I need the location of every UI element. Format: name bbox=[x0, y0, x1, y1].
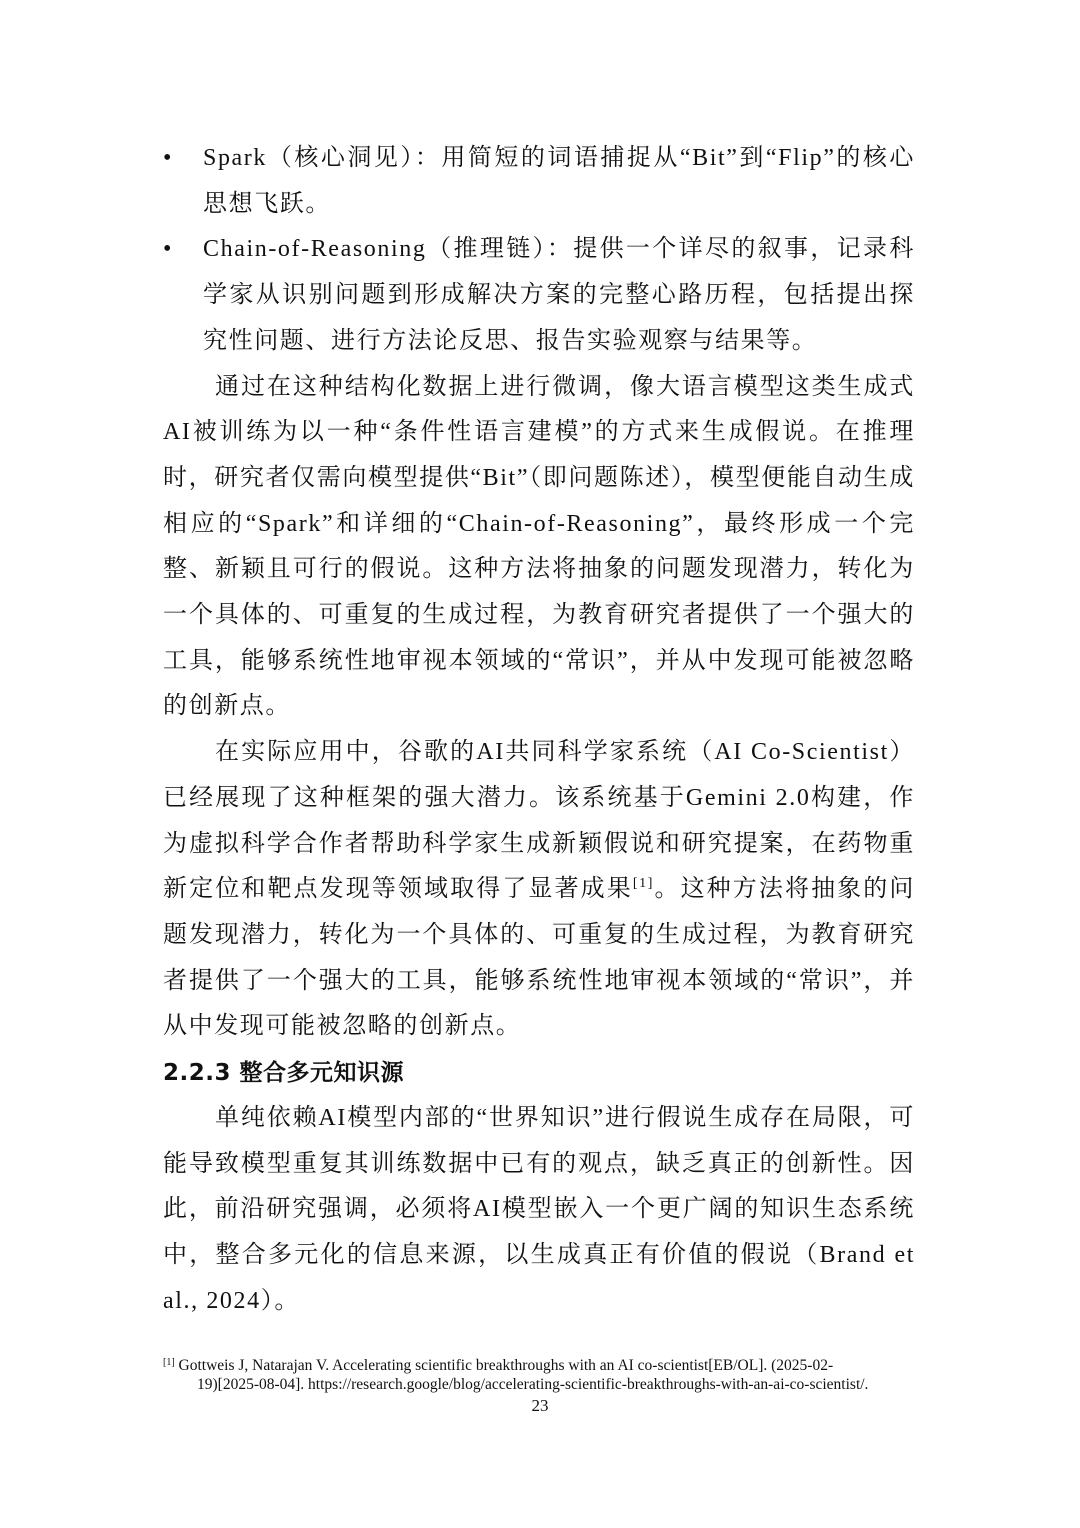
paragraph-ai-co-scientist bbox=[163, 730, 915, 1050]
footnote-line bbox=[163, 1356, 923, 1375]
footnote-text: Gottweis J, Natarajan V. Accelerating scientific breakthroughs with an AI co-scientist[EB/OL]. (2025-02- bbox=[174, 1357, 834, 1374]
paragraph-fine-tuning: 通过在这种结构化数据上进行微调，像大语言模型这类生成式AI被训练为以一种“条件性语言建模”的方式来生成假说。在推理时，研究者仅需向模型提供“Bit”（即问题陈述），模型便能自动生成相应的“Spark”和详细的“Chain-of-Reasoning”，最终形成一个完整、新颖且可行的假说。这种方法将抽象的问题发现潜力，转化为一个具体的、可重复的生成过程，为教育研究者提供了一个强大的工具，能够系统性地审视本领域的“常识”，并从中发现可能被忽略的创新点。 bbox=[163, 373, 915, 720]
footnote-line bbox=[163, 1375, 923, 1394]
bullet-icon: • bbox=[163, 236, 172, 263]
paragraph-knowledge-sources: 单纯依赖AI模型内部的“世界知识”进行假说生成存在局限，可能导致模型重复其训练数据中已有的观点，缺乏真正的创新性。因此，前沿研究强调，必须将AI模型嵌入一个更广阔的知识生态系统中，整合多元化的信息来源，以生成真正有价值的假说（Brand et al., 2024）。 bbox=[163, 1105, 915, 1314]
paragraph-text: 在实际应用中，谷歌的AI共同科学家系统（AI Co-Scientist）已经展现了这种框架的强大潜力。该系统基于Gemini 2.0构建，作为虚拟科学合作者帮助科学家生成新颖假说和研究提案，在药物重新定位和靶点发现等领域取得了显著成果 bbox=[163, 739, 915, 903]
footnote-marker: [1] bbox=[163, 1357, 175, 1368]
paragraph-text: 。这种方法将抽象的问题发现潜力，转化为一个具体的、可重复的生成过程，为教育研究者提供了一个强大的工具，能够系统性地审视本领域的“常识”，并从中发现可能被忽略的创新点。 bbox=[163, 876, 915, 1040]
bullet-text-chain-of-reasoning: Chain-of-Reasoning（推理链）：提供一个详尽的叙事，记录科学家从识别问题到形成解决方案的完整心路历程，包括提出探究性问题、进行方法论反思、报告实验观察与结果等。 bbox=[203, 236, 915, 354]
bullet-item-spark bbox=[163, 136, 915, 227]
footnote bbox=[163, 1356, 923, 1394]
page-number: 23 bbox=[531, 1396, 549, 1415]
footnote-reference[interactable]: [1] bbox=[632, 876, 654, 892]
bullet-icon: • bbox=[163, 145, 172, 171]
bullet-text-spark: Spark（核心洞见）：用简短的词语捕捉从“Bit”到“Flip”的核心思想飞跃。 bbox=[203, 145, 915, 217]
section-heading: 2.2.3 整合多元知识源 bbox=[163, 1060, 404, 1087]
bullet-item-chain-of-reasoning bbox=[163, 227, 915, 364]
body-content bbox=[163, 136, 915, 1325]
footnote-text: 19)[2025-08-04]. https://research.google/blog/accelerating-scientific-breakthroughs-with-an-ai-co-scientist/. bbox=[197, 1376, 869, 1393]
